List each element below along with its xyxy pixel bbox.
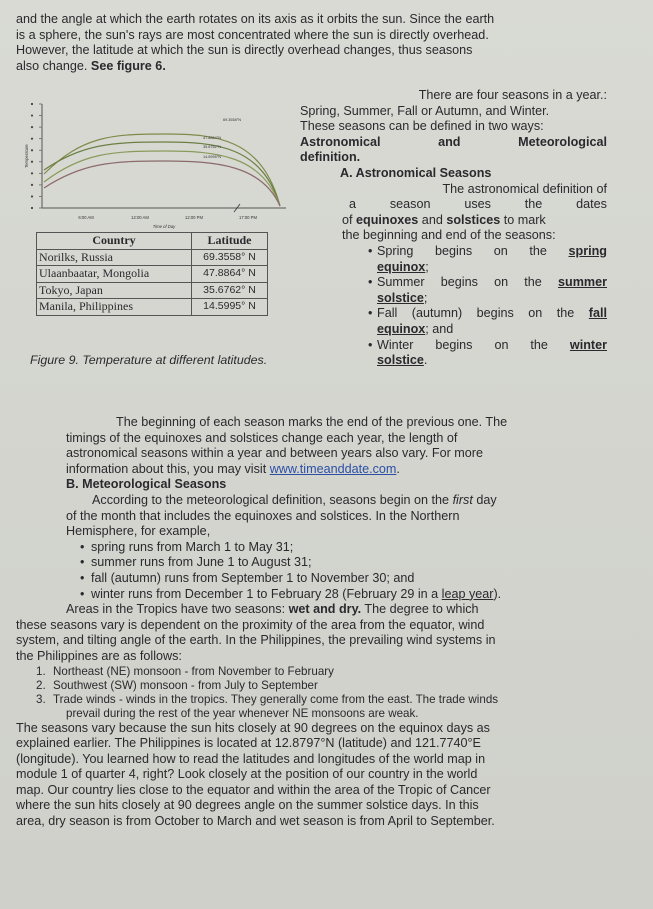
- keyword: summer: [558, 275, 607, 290]
- table-cell-country: Ulaanbaatar, Mongolia: [37, 266, 192, 283]
- spaced-line: [300, 197, 607, 213]
- keyword: equinox: [377, 321, 426, 336]
- text-span: ;: [425, 259, 429, 274]
- text-line: of the month that includes the equinoxes and solstices. In the Northern: [66, 508, 460, 523]
- text-line: Hemisphere, for example,: [66, 524, 211, 539]
- table-row: [37, 299, 268, 316]
- text-line: these seasons vary is dependent on the proximity of the area from the equator, wind: [16, 617, 485, 632]
- list-item: [16, 693, 608, 707]
- text-span: ; and: [425, 321, 454, 336]
- text-span: and: [418, 212, 447, 227]
- definitions-line: [300, 135, 607, 151]
- list-item: [16, 587, 608, 603]
- y-tick-label-dot: [31, 126, 33, 128]
- text-span: .: [396, 461, 400, 476]
- text-span: information about this, you may visit: [66, 461, 270, 476]
- text-line: where the sun hits closely at 90 degrees angle on the summer solstice days. In this: [16, 798, 479, 813]
- term-equinoxes: equinoxes: [356, 212, 419, 227]
- word: uses: [464, 197, 491, 212]
- text-line: [300, 213, 607, 229]
- intro-line: is a sphere, the sun's rays are most concentrated where the sun is directly overhead.: [16, 27, 489, 42]
- table-header-row: [37, 233, 268, 250]
- text-span: prevail during the rest of the year whenever NE monsoons are weak.: [66, 706, 419, 720]
- text-line: system, and tilting angle of the earth. In the Philippines, the prevailing wind systems in: [16, 633, 496, 648]
- text-line: timings of the equinoxes and solstices change each year, the length of: [66, 430, 458, 445]
- text-span: Winter begins on the: [377, 337, 570, 352]
- list-item: [16, 707, 608, 721]
- table-cell-latitude: 47.8864° N: [192, 266, 268, 283]
- list-item: [16, 679, 608, 693]
- list-number: 1.: [36, 664, 46, 678]
- keyword: spring: [568, 243, 607, 258]
- text-line: the Philippines are as follows:: [16, 648, 182, 663]
- text-span: Summer begins on the: [377, 275, 558, 290]
- y-tick-label-dot: [31, 103, 33, 105]
- x-axis-label: Time of Day: [152, 224, 176, 229]
- text-line: map. Our country lies close to the equator and within the area of the Tropic of Cancer: [16, 782, 491, 797]
- intro-line: and the angle at which the earth rotates on its axis as it orbits the sun. Since the earth: [16, 12, 495, 26]
- series-label: 14.5995°N: [203, 155, 221, 159]
- intro-paragraph: [16, 12, 608, 74]
- list-item: • spring runs from March 1 to May 31;: [16, 540, 608, 556]
- word: season: [389, 197, 431, 212]
- text-span: day: [472, 492, 497, 507]
- leap-year-link: leap year: [441, 586, 494, 601]
- text-line: astronomical seasons within a year and between years also vary. For more: [66, 446, 483, 461]
- table-cell-latitude: 35.6762° N: [192, 282, 268, 299]
- x-tick-label: 12:00 AM: [131, 215, 149, 220]
- text-line: module 1 of quarter 4, right? Look closely at the position of our country in the world: [16, 767, 478, 782]
- x-tick-label: 6:00 AM: [78, 215, 94, 220]
- text-span: Northeast (NE) monsoon - from November to February: [53, 664, 334, 678]
- text-span: to mark: [500, 212, 546, 227]
- list-number: 2.: [36, 678, 46, 692]
- text-line: [16, 493, 608, 509]
- y-tick-label-dot: [31, 195, 33, 197]
- text-span: first: [452, 492, 473, 507]
- y-tick-label-dot: [31, 172, 33, 174]
- text-line: The astronomical definition of: [442, 181, 607, 196]
- series-label: 69.3558°N: [223, 118, 241, 122]
- text-line: definition.: [300, 150, 361, 165]
- text-line: area, dry season is from October to March and wet season is from April to September.: [16, 814, 495, 829]
- intro-line: However, the latitude at which the sun is directly overhead changes, thus seasons: [16, 43, 473, 58]
- text-span: Trade winds - winds in the tropics. They generally come from the east. The trade winds: [53, 692, 499, 706]
- heading-astronomical-seasons: A. Astronomical Seasons: [340, 165, 492, 180]
- list-item: [300, 244, 607, 275]
- astronomical-bullets: [300, 244, 607, 369]
- term-meteorological: Meteorological: [518, 134, 607, 149]
- text-span: Areas in the Tropics have two seasons:: [66, 602, 289, 617]
- text-span: winter runs from December 1 to February 28 (February 29 in a: [91, 586, 442, 601]
- text-span: of: [342, 212, 357, 227]
- intro-line: also change. See figure 6.: [16, 58, 166, 73]
- text-line: There are four seasons in a year.:: [418, 88, 607, 102]
- text-line: These seasons can be defined in two ways:: [300, 119, 544, 134]
- y-tick-label-dot: [31, 184, 33, 186]
- table-cell-country: Manila, Philippines: [37, 299, 192, 316]
- list-item: [300, 306, 607, 337]
- text-span: .: [423, 353, 428, 368]
- list-item: [16, 665, 608, 679]
- temperature-chart: [24, 96, 294, 232]
- seasons-intro: [300, 88, 607, 166]
- text-line: Spring, Summer, Fall or Autumn, and Winter.: [300, 103, 550, 118]
- y-tick-label-dot: [31, 161, 33, 163]
- term-astronomical: Astronomical: [300, 134, 381, 149]
- table-cell-latitude: 69.3558° N: [192, 249, 268, 266]
- y-axis-label: Temperature: [24, 144, 29, 168]
- text-line: [16, 462, 608, 478]
- keyword: solstice: [377, 290, 424, 305]
- column-header-latitude: Latitude: [192, 233, 268, 250]
- text-line: (longitude). You learned how to read the latitudes and longitudes of the world map in: [16, 751, 486, 766]
- body-text: [16, 415, 608, 830]
- series-label: 35.6762°N: [203, 145, 221, 149]
- keyword: fall: [588, 306, 607, 321]
- timeanddate-link[interactable]: www.timeanddate.com: [269, 461, 397, 476]
- text-line: the beginning and end of the seasons:: [342, 228, 556, 243]
- text-span: The degree to which: [361, 602, 479, 617]
- table-cell-country: Tokyo, Japan: [37, 282, 192, 299]
- table-row: [37, 282, 268, 299]
- x-tick-label: 17:00 PM: [239, 215, 257, 220]
- figure-caption: Figure 9. Temperature at different latitudes.: [30, 353, 268, 367]
- series-label: 47.8864°N: [203, 136, 221, 140]
- y-tick-label-dot: [31, 114, 33, 116]
- word: dates: [576, 197, 607, 212]
- keyword: equinox: [377, 259, 426, 274]
- figure-reference: See figure 6.: [90, 58, 166, 73]
- text-line: explained earlier. The Philippines is located at 12.8797°N (latitude) and 121.7740°E: [16, 736, 481, 751]
- keyword: solstice: [377, 353, 424, 368]
- column-header-country: Country: [37, 233, 192, 250]
- text-line: [16, 602, 608, 618]
- y-tick-label-dot: [31, 149, 33, 151]
- text-span: ;: [423, 290, 428, 305]
- text-line: The seasons vary because the sun hits closely at 90 degrees on the equinox days as: [16, 720, 490, 735]
- x-tick-label: 12:00 PM: [185, 215, 203, 220]
- y-tick-label-dot: [31, 207, 33, 209]
- text-line: The beginning of each season marks the end of the previous one. The: [116, 415, 508, 429]
- text-and: and: [438, 134, 461, 149]
- right-column: [300, 88, 607, 369]
- text-span: Spring begins on the: [377, 243, 569, 258]
- wind-systems-list: [16, 665, 608, 721]
- table-cell-latitude: 14.5995° N: [192, 299, 268, 316]
- y-tick-label-dot: [31, 138, 33, 140]
- list-item: [300, 338, 607, 369]
- text-span: Fall (autumn) begins on the: [377, 306, 589, 321]
- text-span: ).: [493, 586, 502, 601]
- series-line: [44, 151, 280, 206]
- table-cell-country: Norilks, Russia: [37, 249, 192, 266]
- term-wet-dry: wet and dry.: [288, 602, 362, 617]
- list-number: 3.: [36, 692, 46, 706]
- word: the: [524, 197, 543, 212]
- latitude-table: [36, 232, 268, 316]
- table-row: [37, 249, 268, 266]
- text-span: According to the meteorological definition, seasons begin on the: [92, 492, 453, 507]
- series-line: [44, 161, 280, 206]
- term-solstices: solstices: [446, 212, 501, 227]
- heading-meteorological-seasons: B. Meteorological Seasons: [66, 477, 227, 492]
- keyword: winter: [569, 337, 607, 352]
- list-item: • summer runs from June 1 to August 31;: [16, 555, 608, 571]
- list-item: [300, 275, 607, 306]
- word: a: [349, 197, 357, 212]
- list-item: • fall (autumn) runs from September 1 to November 30; and: [16, 571, 608, 587]
- text-span: Southwest (SW) monsoon - from July to September: [53, 678, 318, 692]
- table-row: [37, 266, 268, 283]
- meteorological-bullets: [16, 540, 608, 602]
